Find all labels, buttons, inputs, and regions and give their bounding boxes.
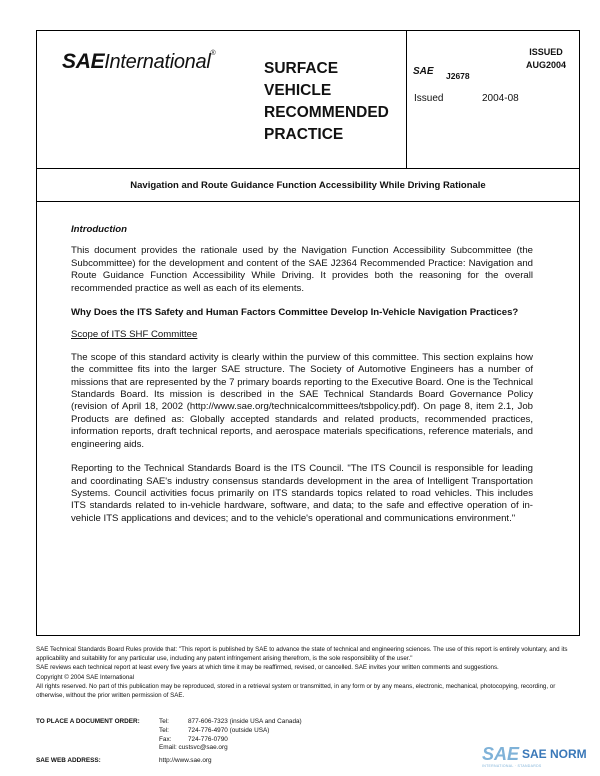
pub-type-line: VEHICLE xyxy=(264,82,332,99)
tel-label: Tel: xyxy=(159,718,169,725)
contact-labels xyxy=(159,718,171,744)
council-paragraph: Reporting to the Technical Standards Board is the ITS Council. "The ITS Council is responsible for leading and coordinating SAE's industry consensus standards development in the area of Intelligent Transportation Systems. Council activities focus primarily on ITS standards topics related to road vehicles. This includes ITS standards related to in-vehicle hardware, software, and data; to the safe and effective operation of in-vehicle ITS applications and devices; and to the vehicle's operational and communications environment." xyxy=(71,463,533,524)
issued-label-date: AUG2004 xyxy=(525,60,567,70)
tel-value: 877-606-7323 (inside USA and Canada) xyxy=(188,718,302,725)
document-number: J2678 xyxy=(446,71,470,81)
footer-rights: All rights reserved. No part of this publication may be reproduced, stored in a retrieval system or transmitted, in any form or by any means, electronic, mechanical, photocopying, recording, or otherwise, without the prior written permission of SAE. xyxy=(36,682,556,700)
web-address-link[interactable]: http://www.sae.org xyxy=(159,757,212,764)
tel2-label: Tel: xyxy=(159,726,169,734)
email-row xyxy=(159,744,228,753)
logo-international: International xyxy=(104,51,211,73)
intro-heading: Introduction xyxy=(71,224,127,235)
pub-type-line: PRACTICE xyxy=(264,126,344,143)
document-body xyxy=(71,224,533,537)
sae-norm-stamp xyxy=(480,744,590,772)
header-bottom-rule xyxy=(36,168,580,169)
issued-label-line: ISSUED xyxy=(529,47,563,57)
scope-heading: Scope of ITS SHF Committee xyxy=(71,329,198,341)
issued-word: Issued xyxy=(414,93,444,104)
stamp-subtitle: INTERNATIONAL · STANDARDS xyxy=(482,764,542,768)
scope-paragraph: The scope of this standard activity is clearly within the purview of this committee. This section explains how the committee fits into the larger SAE structure. The Society of Automotive Engineers has a number of missions that are represented by the 7 primary boards reporting to the Executive Board. One is the Technical Standards Board. Its mission is described in the SAE Technical Standards Board Governance Policy (revision of April 18, 2002 (http://www.sae.org/technicalcommittees/tsbpolicy.pdf). On page 8, item 2.1, Job Products are defined as: Globally accepted standards and related products, recommended practices, information reports, draft technical reports, and aerospace materials specifications, reference materials, and engineering aids. xyxy=(71,351,533,450)
fax-label: Fax: xyxy=(159,735,172,743)
footer-review: SAE reviews each technical report at least every five years at which time it may be reaffirmed, revised, or cancelled. SAE invites your written comments and suggestions. xyxy=(36,664,499,672)
logo-sae: SAE xyxy=(62,50,105,73)
logo-trademark: ® xyxy=(210,50,216,57)
footer-rules: SAE Technical Standards Board Rules provide that: "This report is published by SAE to advance the state of technical and engineering sciences. The use of this report is entirely voluntary, and its applicability and suitability for any particular use, including any patent infringement arising therefrom, is the sole responsibility of the user." xyxy=(36,646,568,663)
sae-mini-logo: SAE xyxy=(413,66,434,77)
contact-values xyxy=(188,718,302,744)
sae-international-logo xyxy=(62,50,215,74)
stamp-sae: SAE xyxy=(482,744,520,764)
section-question: Why Does the ITS Safety and Human Factors Committee Develop In-Vehicle Navigation Practices? xyxy=(71,307,519,319)
legal-footer xyxy=(36,645,580,700)
order-label: TO PLACE A DOCUMENT ORDER: xyxy=(36,718,140,725)
web-label: SAE WEB ADDRESS: xyxy=(36,757,101,764)
footer-copyright: Copyright © 2004 SAE International xyxy=(36,673,135,681)
header-divider xyxy=(406,30,407,168)
pub-type-line: RECOMMENDED xyxy=(264,104,389,121)
issued-date: 2004-08 xyxy=(482,93,519,104)
document-title: Navigation and Route Guidance Function Accessibility While Driving Rationale xyxy=(130,180,486,191)
intro-paragraph: This document provides the rationale used by the Navigation Function Accessibility Subcommittee (the Subcommittee) for the development and content of the SAE J2364 Recommended Practice: Navigation and Route Guidance Function Accessibility While Driving. It provides both the reasoning for the overall recommended practice as well as each of its elements. xyxy=(71,245,533,294)
tel2-value: 724-776-4970 (outside USA) xyxy=(188,726,270,734)
issued-label xyxy=(520,46,572,72)
pub-type-line: SURFACE xyxy=(264,60,339,77)
email-label: Email: xyxy=(159,744,177,751)
stamp-norm: SAE NORM xyxy=(522,747,587,761)
title-bottom-rule xyxy=(36,201,580,202)
fax-value: 724-776-0790 xyxy=(188,735,228,743)
email-value[interactable]: custsvc@sae.org xyxy=(178,744,228,751)
publication-type xyxy=(264,58,404,146)
